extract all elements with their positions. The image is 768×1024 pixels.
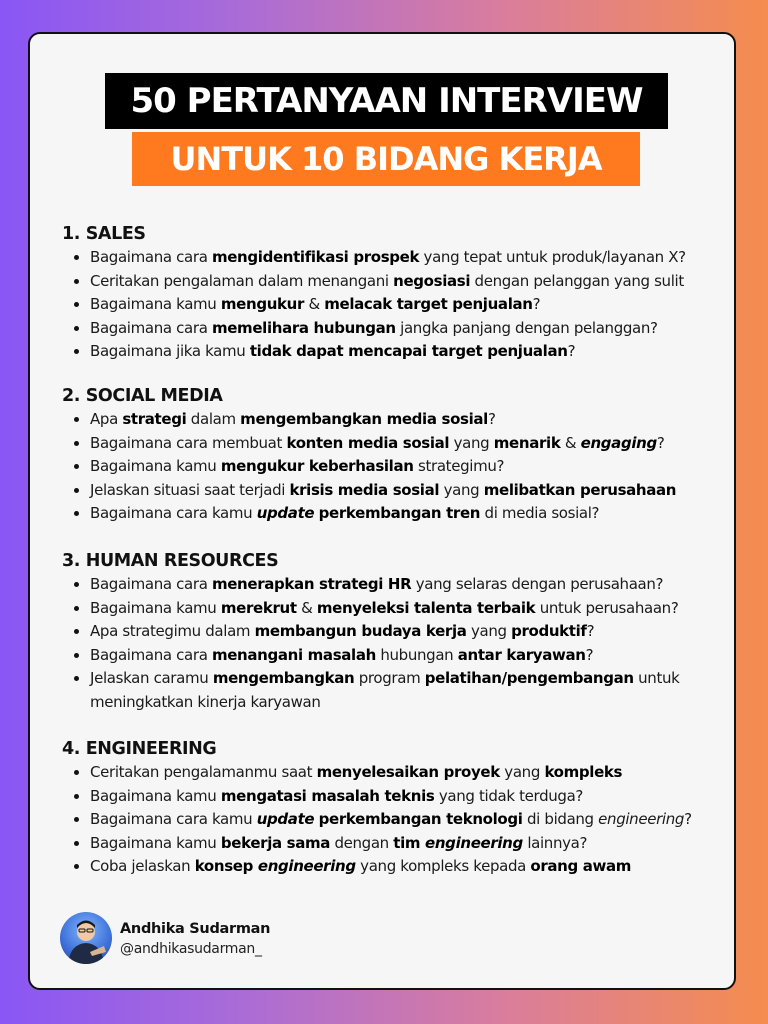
section-engineering [62,737,722,879]
question-text-segment: memelihara hubungan [211,318,396,337]
question-text-segment: menerapkan strategi HR [211,575,412,593]
question-text-segment: yang [466,622,512,640]
author-handle: @andhikasudarman_ [120,941,262,957]
question-text-segment: update [256,504,315,522]
question-text-segment: Bagaimana cara membuat [90,433,287,452]
content-card [28,32,736,990]
question-text-segment: Apa [90,410,123,428]
question-text-segment: & [560,433,581,452]
question-item [62,855,722,879]
question-text-segment: perkembangan teknologi [318,810,523,828]
question-item [62,573,722,597]
question-text-segment: Bagaimana kamu [90,786,221,805]
question-text-segment: yang [499,763,545,781]
question-text-segment: jangka panjang dengan pelanggan? [395,318,658,337]
question-text-segment: melibatkan perusahaan [483,480,677,499]
question-text-segment: perkembangan tren [318,504,481,522]
question-text-segment: Apa strategimu dalam [90,622,255,640]
question-text-segment: mengembangkan [212,669,355,687]
question-text-segment: hubungan [375,645,458,664]
question-text-segment: update [256,810,315,828]
question-text-segment: membangun budaya kerja [254,622,467,640]
question-text-segment: mengidentifikasi prospek [211,248,420,266]
question-text-segment: yang kompleks kepada [355,857,531,875]
question-text-segment: Bagaimana cara [90,575,212,593]
question-text-segment: ? [567,342,576,360]
section-human-resources [62,549,722,714]
question-text-segment: Bagaimana kamu [90,833,221,852]
question-text-segment: mengatasi masalah teknis [220,786,435,805]
question-text-segment: Ceritakan pengalaman dalam menangani [90,271,394,290]
question-text-segment: Coba jelaskan [90,857,195,875]
question-text-segment: strategimu? [413,457,505,475]
question-item [62,455,722,479]
question-text-segment: engineering [598,810,685,828]
question-item [62,317,722,341]
question-text-segment: Bagaimana cara kamu [90,504,257,522]
question-text-segment: konten media sosial [286,433,450,452]
question-text-segment: engineering [425,833,523,852]
question-text-segment: di media sosial? [480,504,600,522]
question-text-segment: pelatihan/pengembangan [424,669,634,687]
question-text-segment: Jelaskan situasi saat terjadi [90,480,290,499]
question-text-segment: Ceritakan pengalamanmu saat [90,763,317,781]
question-item [62,620,722,644]
question-text-segment: untuk perusahaan? [535,598,679,617]
question-text-segment: antar karyawan [457,645,586,664]
question-item [62,432,722,456]
question-text-segment: dalam [186,410,241,428]
question-text-segment: tim [393,833,426,852]
question-text-segment: strategi [122,410,187,428]
question-text-segment: bekerja sama [220,833,331,852]
question-text-segment: engineering [257,857,356,875]
title-line-1: 50 PERTANYAAN INTERVIEW [105,73,668,129]
question-item [62,502,722,526]
question-text-segment: Bagaimana kamu [90,457,221,475]
section-social-media [62,384,722,526]
person-icon [60,912,112,964]
question-text-segment: Bagaimana cara [90,248,212,266]
question-text-segment: Jelaskan caramu [90,669,213,687]
question-text-segment: Bagaimana cara kamu [90,810,257,828]
question-text-segment: yang tepat untuk produk/layanan X? [419,248,686,266]
question-text-segment: Bagaimana jika kamu [90,342,250,360]
question-text-segment: mengembangkan media sosial [240,410,488,428]
question-text-segment: Bagaimana kamu [90,598,221,617]
title-line-2: UNTUK 10 BIDANG KERJA [132,132,640,186]
question-text-segment: yang [439,480,484,499]
section-sales [62,222,722,364]
question-item [62,667,690,714]
section-heading: 2. SOCIAL MEDIA [62,386,223,406]
question-list [62,246,722,364]
question-text-segment: Bagaimana kamu [90,295,221,313]
question-text-segment: krisis media sosial [289,480,440,499]
author-avatar [60,912,112,964]
question-text-segment: konsep [194,857,258,875]
section-heading: 4. ENGINEERING [62,739,217,759]
question-text-segment: & [304,295,325,313]
question-item [62,270,722,294]
question-list [62,573,722,714]
question-text-segment: ? [684,810,692,828]
question-text-segment: tidak dapat mencapai target penjualan [249,342,568,360]
question-item [62,832,722,856]
section-heading: 1. SALES [62,224,146,244]
question-text-segment: mengukur keberhasilan [220,457,414,475]
question-text-segment: ? [532,295,541,313]
question-text-segment: orang awam [530,857,632,875]
question-text-segment: dengan pelanggan yang sulit [470,271,684,290]
question-item [62,761,722,785]
question-text-segment: menyeleksi talenta terbaik [316,598,536,617]
question-text-segment: di bidang [522,810,599,828]
section-heading: 3. HUMAN RESOURCES [62,551,279,571]
question-text-segment: menangani masalah [211,645,376,664]
question-item [62,340,722,364]
question-item [62,246,722,270]
question-text-segment: ? [586,622,595,640]
question-text-segment: ? [487,410,496,428]
question-item [62,785,722,809]
question-text-segment: yang tidak terduga? [434,786,584,805]
question-text-segment: ? [585,645,594,664]
question-text-segment: lainnya? [522,833,588,852]
author-name: Andhika Sudarman [120,921,271,937]
question-text-segment: produktif [511,622,587,640]
question-text-segment: mengukur [220,295,305,313]
question-text-segment: yang [449,433,494,452]
question-list [62,761,722,879]
question-text-segment: Bagaimana cara [90,318,212,337]
question-text-segment: menyelesaikan proyek [316,763,500,781]
question-text-segment: dengan [330,833,394,852]
question-text-segment: melacak target penjualan [324,295,533,313]
question-text-segment: kompleks [544,763,623,781]
question-text-segment: yang selaras dengan perusahaan? [411,575,664,593]
question-text-segment: menarik [493,433,561,452]
question-item [62,597,722,621]
question-text-segment: negosiasi [393,271,471,290]
question-text-segment: untuk meningkatkan kinerja karyawan [90,669,680,711]
question-item [62,293,722,317]
question-text-segment: merekrut [220,598,297,617]
question-item [62,808,722,832]
question-text-segment: engaging [580,433,657,452]
question-text-segment: Bagaimana cara [90,645,212,664]
question-item [62,644,722,668]
question-item [62,479,722,503]
question-item [62,408,722,432]
question-text-segment: ? [656,433,665,452]
question-list [62,408,722,526]
question-text-segment: program [354,669,425,687]
question-text-segment: & [296,598,317,617]
